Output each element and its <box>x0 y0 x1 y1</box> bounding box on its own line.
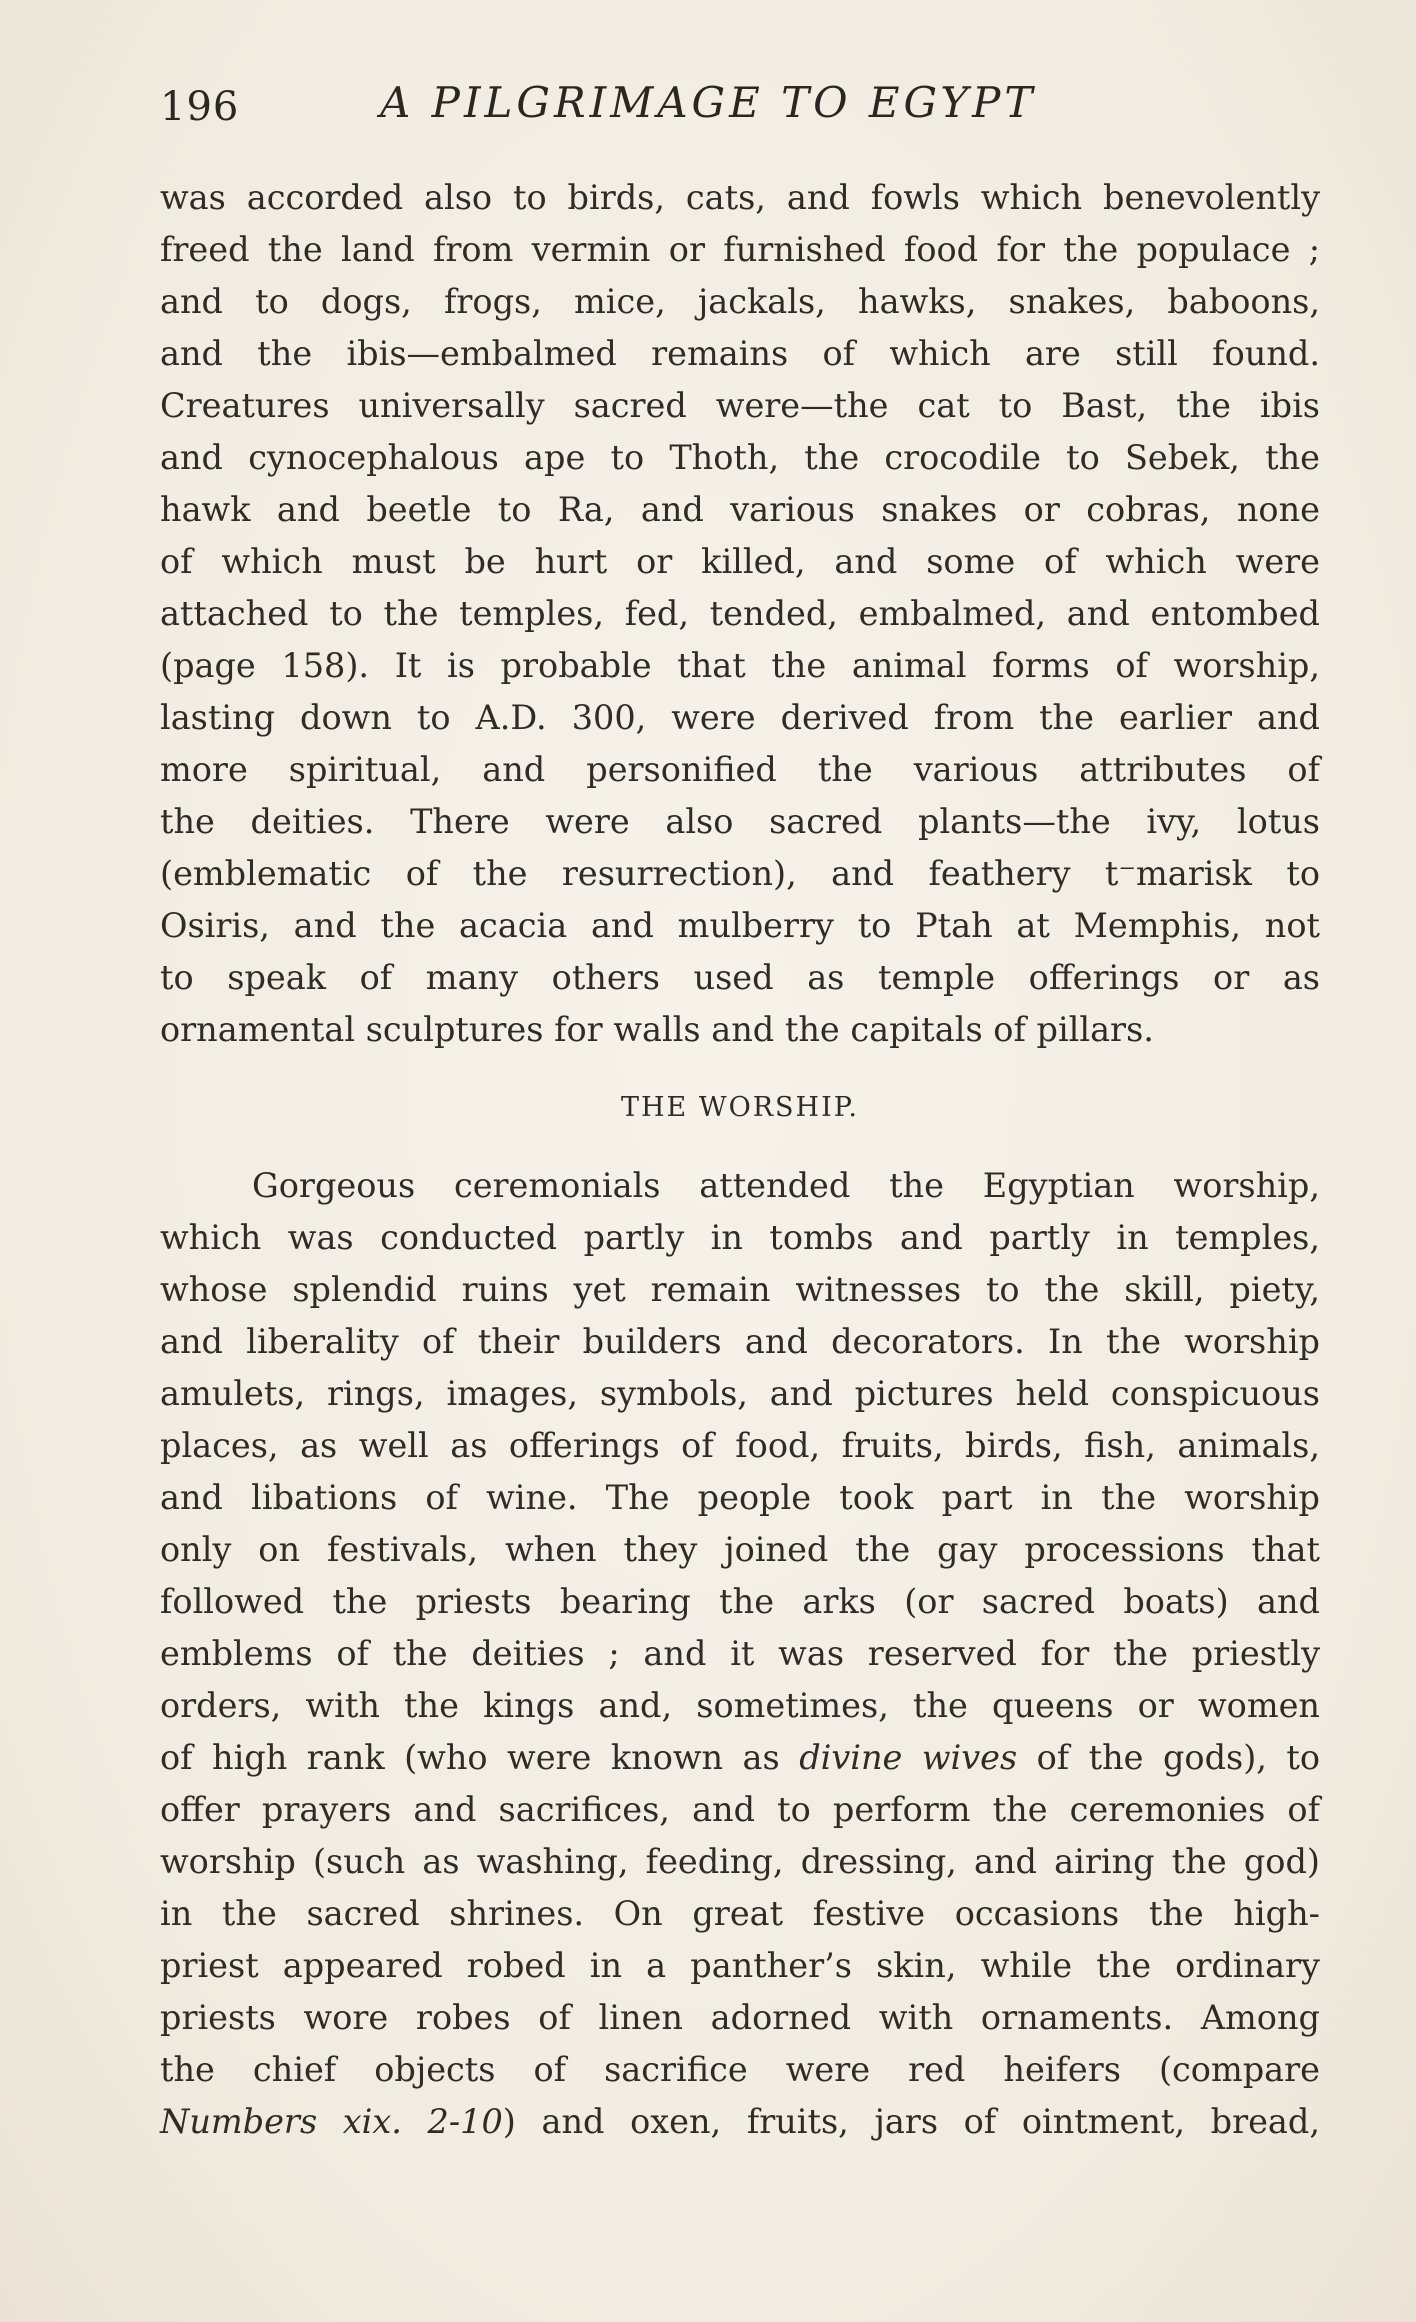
text-line: whose splendid ruins yet remain witnesses to the skill, piety, <box>160 1270 1320 1309</box>
text-line: priests wore robes of linen adorned with ornaments. Among <box>160 1998 1320 2037</box>
text-line: and the ibis—embalmed remains of which are still found. <box>160 334 1320 373</box>
page-header <box>160 78 1320 148</box>
text-line: more spiritual, and personified the various attributes of <box>160 750 1320 789</box>
text-segment: ) and oxen, fruits, jars of ointment, bread, <box>502 2102 1320 2141</box>
text-line: amulets, rings, images, symbols, and pictures held conspicuous <box>160 1374 1320 1413</box>
text-line: and cynocephalous ape to Thoth, the crocodile to Sebek, the <box>160 438 1320 477</box>
page-number: 196 <box>160 84 240 130</box>
era-abbreviation: A.D. <box>475 698 547 737</box>
text-line <box>160 2096 1320 2148</box>
text-line: Creatures universally sacred were—the cat to Bast, the ibis <box>160 386 1320 425</box>
text-line: emblems of the deities ; and it was reserved for the priestly <box>160 1634 1320 1673</box>
italic-phrase: divine wives <box>799 1738 1018 1777</box>
paragraph-animal-worship <box>160 172 1320 1056</box>
text-line: was accorded also to birds, cats, and fowls which benevolently <box>160 178 1320 217</box>
text-line <box>160 1732 1320 1784</box>
text-line: only on festivals, when they joined the gay processions that <box>160 1530 1320 1569</box>
text-line: priest appeared robed in a panther’s skin, while the ordinary <box>160 1946 1320 1985</box>
text-line <box>160 692 1320 744</box>
text-segment: of high rank (who were known as <box>160 1738 780 1777</box>
scripture-reference: Numbers xix. 2-10 <box>160 2102 503 2141</box>
text-line: places, as well as offerings of food, fruits, birds, fish, animals, <box>160 1426 1320 1465</box>
text-line: and to dogs, frogs, mice, jackals, hawks, snakes, baboons, <box>160 282 1320 321</box>
text-line: ornamental sculptures for walls and the capitals of pillars. <box>160 1010 1154 1049</box>
text-line: hawk and beetle to Ra, and various snakes or cobras, none <box>160 490 1320 529</box>
text-line: Osiris, and the acacia and mulberry to Ptah at Memphis, not <box>160 906 1320 945</box>
text-line: which was conducted partly in tombs and partly in temples, <box>160 1218 1320 1257</box>
text-line: orders, with the kings and, sometimes, the queens or women <box>160 1686 1320 1725</box>
text-line: the deities. There were also sacred plants—the ivy, lotus <box>160 802 1320 841</box>
paragraph-worship <box>160 1160 1320 2148</box>
text-line: in the sacred shrines. On great festive occasions the high- <box>160 1894 1320 1933</box>
text-segment: 300, were derived from the earlier and <box>546 698 1320 737</box>
text-line: worship (such as washing, feeding, dressing, and airing the god) <box>160 1842 1320 1881</box>
text-line: of which must be hurt or killed, and some of which were <box>160 542 1320 581</box>
text-line: offer prayers and sacrifices, and to perform the ceremonies of <box>160 1790 1320 1829</box>
text-segment: of the gods), to <box>1017 1738 1320 1777</box>
running-title: A PILGRIMAGE TO EGYPT <box>380 78 1037 127</box>
text-line: and libations of wine. The people took part in the worship <box>160 1478 1320 1517</box>
text-line: to speak of many others used as temple offerings or as <box>160 958 1320 997</box>
text-line: the chief objects of sacrifice were red heifers (compare <box>160 2050 1320 2089</box>
section-heading: THE WORSHIP. <box>620 1092 860 1123</box>
text-line: and liberality of their builders and decorators. In the worship <box>160 1322 1320 1361</box>
text-line: followed the priests bearing the arks (or sacred boats) and <box>160 1582 1320 1621</box>
text-line: attached to the temples, fed, tended, embalmed, and entombed <box>160 594 1320 633</box>
text-line: Gorgeous ceremonials attended the Egyptian worship, <box>252 1166 1320 1205</box>
text-segment: lasting down to <box>160 698 451 737</box>
text-line: (emblematic of the resurrection), and feathery t⁻marisk to <box>160 854 1320 893</box>
text-line: freed the land from vermin or furnished food for the populace ; <box>160 230 1320 269</box>
text-line: (page 158). It is probable that the animal forms of worship, <box>160 646 1320 685</box>
